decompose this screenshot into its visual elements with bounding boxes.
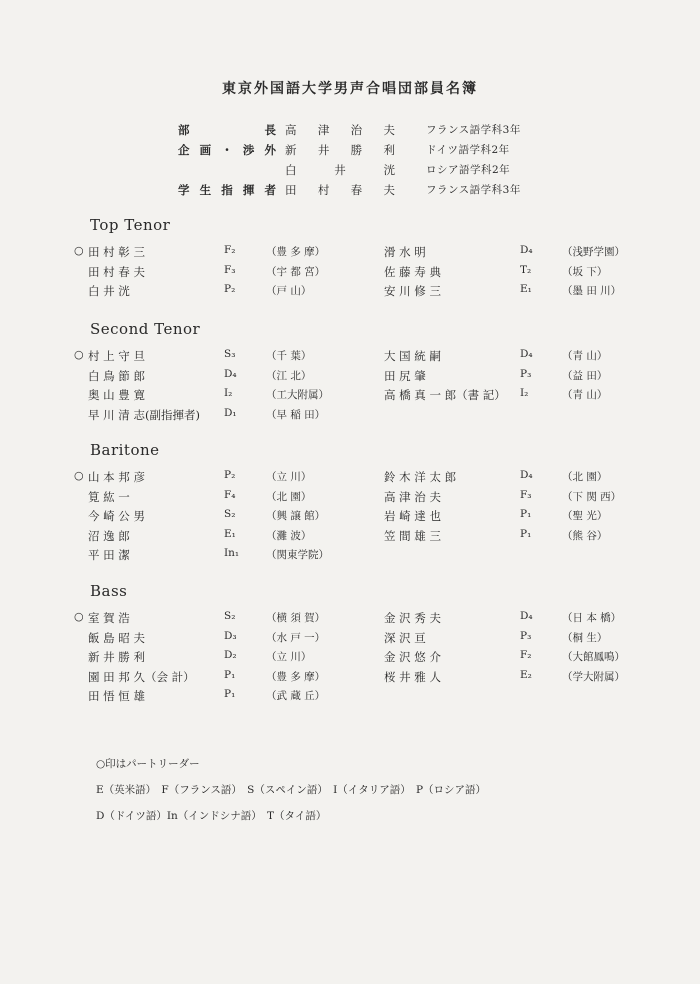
member-language-code: D₄ — [224, 367, 237, 380]
officer-row — [0, 162, 700, 180]
member-school: （江 北） — [266, 369, 312, 382]
member-name: 岩 崎 達 也 — [384, 509, 441, 523]
member-language-code: P₁ — [520, 508, 532, 520]
member-language-code: I₂ — [224, 387, 233, 399]
member-school: （熊 谷） — [562, 529, 608, 542]
member-school: （聖 光） — [562, 510, 608, 522]
member-school: （水 戸 一） — [266, 631, 326, 644]
member-name: 田 村 彰 三 — [88, 245, 145, 259]
member-name: 笠 間 雄 三 — [384, 528, 441, 543]
member-language-code: S₂ — [224, 610, 236, 622]
member-name: 筧 紘 一 — [88, 489, 130, 504]
member-name: 高 津 治 夫 — [384, 489, 441, 504]
member-name: 滑 水 明 — [384, 245, 426, 259]
member-name: 室 賀 浩 — [88, 611, 130, 625]
member-school: （宇 都 宮） — [266, 265, 326, 278]
member-school: （武 蔵 丘） — [266, 690, 326, 702]
member-school: （大館鳳鳴） — [562, 651, 625, 663]
member-language-code: D₄ — [520, 610, 533, 622]
member-language-code: D₄ — [520, 244, 533, 256]
member-school: （下 関 西） — [562, 490, 622, 503]
member-language-code: D₃ — [224, 629, 237, 642]
member-language-code: I₂ — [520, 387, 529, 399]
member-language-code: E₂ — [520, 668, 532, 681]
member-language-code: P₂ — [224, 283, 236, 295]
member-name: 大 国 統 嗣 — [384, 349, 441, 363]
member-language-code: F₃ — [224, 263, 236, 276]
member-row — [0, 669, 700, 689]
member-school: （関東学院） — [266, 549, 329, 561]
member-language-code: In₁ — [224, 547, 240, 559]
member-name: 深 沢 亘 — [384, 630, 426, 645]
member-school: （桐 生） — [562, 631, 608, 644]
member-name: 園 田 邦 久（会 計） — [88, 669, 195, 684]
member-name: 田 村 春 夫 — [88, 264, 145, 279]
officer-department: フランス語学科3年 — [426, 184, 521, 196]
member-school: （墨 田 川） — [562, 285, 622, 297]
member-name: 村 上 守 旦 — [88, 349, 145, 363]
member-language-code: T₂ — [520, 263, 532, 276]
member-name: 沼 逸 郎 — [88, 528, 130, 543]
member-school: （豊 多 摩） — [266, 246, 326, 258]
officer-role: 企画・渉外 — [178, 143, 276, 157]
member-language-code: P₁ — [520, 527, 532, 540]
member-name: 飯 島 昭 夫 — [88, 630, 145, 645]
member-language-code: P₂ — [224, 469, 236, 481]
member-name: 今 崎 公 男 — [88, 509, 145, 523]
section-heading: Second Tenor — [90, 320, 201, 338]
member-name: 佐 藤 寿 典 — [384, 264, 441, 279]
member-language-code: P₃ — [520, 367, 532, 380]
member-language-code: P₁ — [224, 688, 236, 700]
legend-languages-1: E（英米語） F（フランス語） S（スペイン語） I（イタリア語） P（ロシア語） — [96, 784, 487, 796]
member-language-code: S₂ — [224, 508, 236, 520]
member-school: （学大附属） — [562, 670, 625, 683]
part-leader-mark: ○ — [74, 244, 84, 257]
member-row — [0, 264, 700, 284]
member-school: （青 山） — [562, 350, 608, 362]
officer-row — [0, 122, 700, 140]
member-school: （興 譲 館） — [266, 510, 326, 522]
part-leader-mark: ○ — [74, 469, 84, 482]
member-row — [0, 348, 700, 368]
officer-department: フランス語学科3年 — [426, 124, 521, 136]
part-leader-mark: ○ — [74, 348, 84, 361]
member-school: （戸 山） — [266, 285, 312, 297]
member-school: （立 川） — [266, 651, 312, 663]
officer-role: 部長 — [178, 123, 276, 137]
member-name: 奥 山 豊 寛 — [88, 388, 145, 402]
member-row — [0, 630, 700, 650]
member-school: （横 須 賀） — [266, 612, 326, 624]
member-school: （日 本 橋） — [562, 612, 622, 624]
member-name: 金 沢 悠 介 — [384, 650, 441, 664]
member-row — [0, 688, 700, 708]
member-name: 新 井 勝 利 — [88, 650, 145, 664]
member-language-code: F₃ — [520, 488, 532, 501]
member-row — [0, 407, 700, 427]
legend-note: ○印はパートリーダー — [96, 758, 200, 770]
member-row — [0, 387, 700, 407]
member-name: 鈴 木 洋 太 郎 — [384, 470, 457, 484]
member-language-code: D₁ — [224, 406, 237, 419]
member-row — [0, 244, 700, 264]
member-name: 白 井 洸 — [88, 284, 130, 298]
member-name: 安 川 修 三 — [384, 284, 441, 298]
member-language-code: D₂ — [224, 649, 237, 661]
member-name: 田 悟 恒 雄 — [88, 689, 145, 703]
member-row — [0, 547, 700, 567]
member-name: 白 鳥 節 郎 — [88, 368, 145, 383]
member-school: （灘 波） — [266, 529, 312, 542]
member-language-code: F₂ — [520, 649, 532, 661]
member-language-code: D₄ — [520, 348, 533, 360]
member-row — [0, 469, 700, 489]
officer-name: 田村春夫 — [285, 183, 395, 197]
officer-department: ロシア語学科2年 — [426, 164, 511, 176]
member-name: 早 川 清 志(副指揮者) — [88, 407, 200, 422]
member-row — [0, 508, 700, 528]
member-school: （立 川） — [266, 471, 312, 483]
officer-role: 学生指揮者 — [178, 183, 276, 197]
member-name: 金 沢 秀 夫 — [384, 611, 441, 625]
officer-department: ドイツ語学科2年 — [426, 144, 510, 156]
member-school: （早 稲 田） — [266, 408, 326, 421]
member-row — [0, 610, 700, 630]
member-language-code: F₂ — [224, 244, 236, 256]
member-row — [0, 283, 700, 303]
member-school: （益 田） — [562, 369, 608, 382]
member-school: （豊 多 摩） — [266, 670, 326, 683]
member-school: （千 葉） — [266, 350, 312, 362]
section-heading: Top Tenor — [90, 216, 171, 234]
member-language-code: F₄ — [224, 488, 236, 501]
member-language-code: D₄ — [520, 469, 533, 481]
member-row — [0, 368, 700, 388]
member-row — [0, 649, 700, 669]
member-school: （北 園） — [562, 471, 608, 483]
member-language-code: P₁ — [224, 668, 236, 681]
member-language-code: S₃ — [224, 348, 236, 360]
officer-row — [0, 182, 700, 200]
part-leader-mark: ○ — [74, 610, 84, 623]
member-row — [0, 489, 700, 509]
section-heading: Baritone — [90, 441, 160, 459]
member-name: 平 田 潔 — [88, 548, 130, 562]
member-name: 高 橋 真 一 郎（書 記） — [384, 388, 506, 402]
member-school: （坂 下） — [562, 265, 608, 278]
legend-languages-2: D（ドイツ語）In（インドシナ語） T（タイ語） — [96, 810, 327, 822]
member-name: 桜 井 雅 人 — [384, 669, 441, 684]
member-name: 山 本 邦 彦 — [88, 470, 145, 484]
officer-row — [0, 142, 700, 160]
member-language-code: E₁ — [224, 527, 236, 540]
member-school: （工大附属） — [266, 389, 329, 401]
officer-name: 高津治夫 — [285, 123, 395, 137]
member-school: （浅野学園） — [562, 246, 625, 258]
officer-name: 白井洸 — [285, 163, 395, 177]
member-language-code: P₃ — [520, 629, 532, 642]
member-row — [0, 528, 700, 548]
member-language-code: E₁ — [520, 283, 532, 295]
member-name: 田 尻 肇 — [384, 368, 426, 383]
officer-name: 新井勝利 — [285, 143, 395, 157]
member-school: （北 園） — [266, 490, 312, 503]
section-heading: Bass — [90, 582, 128, 600]
page-title: 東京外国語大学男声合唱団部員名簿 — [222, 81, 478, 97]
member-school: （青 山） — [562, 389, 608, 401]
